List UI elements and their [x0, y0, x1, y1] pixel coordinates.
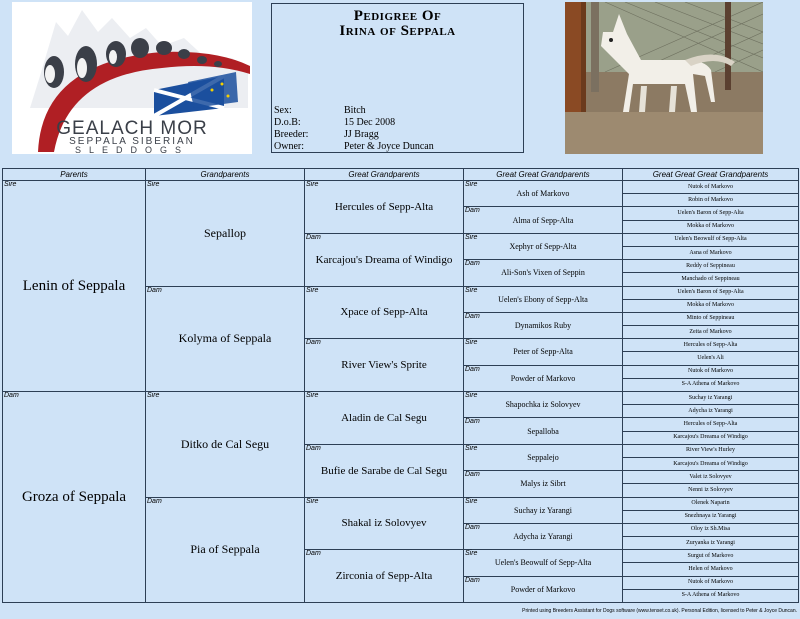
sire-label: Sire [465, 550, 478, 558]
dog-name: Karcajou's Dreama of Windigo [673, 460, 748, 467]
dam-label: Dam [465, 576, 480, 584]
great-great-great-grandparent-cell [623, 339, 799, 352]
great-great-great-grandparent-cell [623, 181, 799, 194]
grandparent-cell [146, 286, 305, 392]
col-header-grandparents: Grandparents [146, 169, 305, 181]
dog-name: S-A Athena of Markovo [681, 592, 740, 599]
pedigree-table [2, 168, 799, 603]
great-grandparent-cell [305, 392, 464, 445]
dam-label: Dam [306, 444, 321, 452]
great-great-grandparent-cell [464, 444, 623, 470]
dog-name: Sepallop [204, 225, 246, 240]
great-grandparent-cell [305, 339, 464, 392]
dog-name: Adycha iz Yarangi [513, 532, 573, 542]
dog-name: Hercules of Sepp-Alta [683, 341, 738, 348]
dog-name: Zirconia of Sepp-Alta [335, 570, 433, 583]
detail-dob: D.o.B: 15 Dec 2008 [274, 117, 396, 128]
great-great-grandparent-cell [464, 550, 623, 576]
pedigree-title: Pedigree Of Irina of Seppala [339, 8, 456, 39]
great-great-grandparent-cell [464, 207, 623, 233]
dog-name: Helen of Markovo [688, 566, 733, 573]
dog-name: Karcajou's Dreama of Windigo [315, 253, 453, 266]
dog-name: Ash of Markovo [516, 189, 570, 199]
great-great-great-grandparent-cell [623, 392, 799, 405]
great-great-great-grandparent-cell [623, 220, 799, 233]
dog-name: Nenni iz Solovyev [688, 486, 733, 493]
dam-label: Dam [465, 260, 480, 268]
great-great-great-grandparent-cell [623, 418, 799, 431]
great-great-great-grandparent-cell [623, 273, 799, 286]
great-great-great-grandparent-cell [623, 405, 799, 418]
great-great-great-grandparent-cell [623, 537, 799, 550]
dog-name: Nutok of Markovo [688, 368, 733, 375]
great-great-grandparent-cell [464, 286, 623, 312]
sire-label: Sire [306, 392, 319, 399]
detail-breeder: Breeder: JJ Bragg [274, 129, 379, 140]
sire-label: Sire [147, 181, 160, 188]
dog-name: Uelen's Baron of Sepp-Alta [677, 209, 744, 216]
great-great-great-grandparent-cell [623, 471, 799, 484]
great-great-great-grandparent-cell [623, 312, 799, 325]
dog-name: Asna of Markovo [689, 249, 732, 256]
great-great-great-grandparent-cell [623, 576, 799, 589]
dog-name: Manchado of Seppineau [681, 275, 740, 282]
dog-photo-illustration [565, 2, 763, 154]
dog-name: Nutok of Markovo [688, 183, 733, 190]
dog-name: Hercules of Sepp-Alta [683, 420, 738, 427]
great-great-great-grandparent-cell [623, 233, 799, 246]
great-great-great-grandparent-cell [623, 457, 799, 470]
great-great-great-grandparent-cell [623, 286, 799, 299]
sire-label: Sire [465, 233, 478, 241]
col-header-great-great-grandparents: Great Great Grandparents [464, 169, 623, 181]
sire-label: Sire [306, 497, 319, 505]
dog-name: Snezhnaya iz Yarangi [684, 513, 737, 520]
great-great-great-grandparent-cell [623, 589, 799, 602]
logo-subtitle: SEPPALA SIBERIAN [69, 136, 195, 147]
dog-name: Surgut of Markovo [687, 552, 734, 559]
dog-photo [565, 2, 763, 154]
dam-label: Dam [4, 392, 19, 399]
sire-label: Sire [465, 339, 478, 347]
great-great-grandparent-cell [464, 523, 623, 549]
dam-label: Dam [147, 286, 162, 294]
great-great-grandparent-cell [464, 312, 623, 338]
col-header-great-grandparents: Great Grandparents [305, 169, 464, 181]
sire-label: Sire [465, 181, 478, 188]
dog-name: River View's Hurley [686, 447, 735, 454]
dog-name: Alma of Sepp-Alta [512, 215, 574, 225]
great-great-grandparent-cell [464, 471, 623, 497]
dog-name: S-A Athena of Markovo [681, 381, 740, 388]
sire-label: Sire [465, 444, 478, 452]
dam-label: Dam [465, 207, 480, 215]
great-great-great-grandparent-cell [623, 563, 799, 576]
great-great-great-grandparent-cell [623, 365, 799, 378]
dog-name: Uelen's Beowulf of Sepp-Alta [674, 236, 747, 243]
pedigree-row [3, 392, 799, 405]
great-great-great-grandparent-cell [623, 484, 799, 497]
dog-name: Bufie de Sarabe de Cal Segu [320, 464, 448, 477]
dam-label: Dam [147, 497, 162, 505]
great-great-grandparent-cell [464, 392, 623, 418]
pedigree-info-box [271, 3, 524, 153]
dog-name: Mokka of Markovo [687, 302, 734, 309]
dog-name: Minto of Seppineau [686, 315, 735, 322]
logo-tagline: SLEDDOGS [74, 145, 189, 154]
dog-name: Sepalloba [527, 426, 559, 436]
dog-name: Dynamikos Ruby [514, 321, 572, 331]
dog-name: Uelen's Ali [697, 355, 724, 362]
dam-label: Dam [465, 523, 480, 531]
dam-label: Dam [306, 550, 321, 558]
dog-name: Xpace of Sepp-Alta [340, 306, 428, 319]
dog-name: Hercules of Sepp-Alta [334, 200, 434, 213]
great-grandparent-cell [305, 233, 464, 286]
great-grandparent-cell [305, 286, 464, 339]
great-great-great-grandparent-cell [623, 497, 799, 510]
col-header-great-great-great-grandparents: Great Great Great Grandparents [623, 169, 799, 181]
great-grandparent-cell [305, 497, 464, 550]
great-great-great-grandparent-cell [623, 207, 799, 220]
dog-name: Kolyma of Seppala [178, 331, 272, 346]
great-grandparent-cell [305, 181, 464, 234]
dog-name: Zuryanka iz Yarangi [686, 539, 735, 546]
great-grandparent-cell [305, 444, 464, 497]
great-great-great-grandparent-cell [623, 431, 799, 444]
dam-label: Dam [465, 471, 480, 479]
sire-label: Sire [4, 181, 17, 188]
sire-label: Sire [306, 286, 319, 294]
great-grandparent-cell [305, 550, 464, 603]
sire-label: Sire [147, 392, 160, 399]
dog-name: Malys iz Sibrt [520, 479, 566, 489]
dog-name: Oloy iz Sh.Misa [690, 526, 731, 533]
sire-label: Sire [306, 181, 319, 188]
dog-name: Uelen's Baron of Sepp-Alta [677, 289, 744, 296]
great-great-great-grandparent-cell [623, 194, 799, 207]
great-great-great-grandparent-cell [623, 326, 799, 339]
great-great-great-grandparent-cell [623, 299, 799, 312]
dog-name: Olenek Naparin [691, 500, 730, 507]
dog-name: Shakal iz Solovyev [341, 517, 427, 530]
pedigree-row [3, 181, 799, 194]
great-great-grandparent-cell [464, 339, 623, 365]
great-great-great-grandparent-cell [623, 352, 799, 365]
great-great-great-grandparent-cell [623, 444, 799, 457]
great-great-grandparent-cell [464, 181, 623, 207]
sire-label: Sire [465, 286, 478, 294]
sire-label: Sire [465, 497, 478, 505]
dog-name: Groza of Seppala [21, 488, 127, 505]
dog-name: Peter of Sepp-Alta [513, 347, 573, 357]
great-great-grandparent-cell [464, 260, 623, 286]
great-great-great-grandparent-cell [623, 378, 799, 391]
dam-label: Dam [306, 339, 321, 347]
grandparent-cell [146, 497, 305, 603]
kennel-logo [12, 2, 252, 154]
logo-title: GEALACH MOR [56, 118, 208, 139]
dog-name: Nutok of Markovo [688, 579, 733, 586]
sire-label: Sire [465, 392, 478, 399]
great-great-grandparent-cell [464, 497, 623, 523]
dog-name: Xephyr of Sepp-Alta [509, 241, 577, 251]
dam-label: Dam [465, 418, 480, 426]
dog-details [274, 105, 434, 153]
dog-name: Lenin of Seppala [22, 277, 126, 294]
great-great-grandparent-cell [464, 365, 623, 391]
parent-cell [3, 181, 146, 392]
dog-name: Uelen's Ebony of Sepp-Alta [498, 294, 588, 304]
dog-name: Reddy of Seppineau [686, 262, 735, 269]
dog-name: Seppalejo [527, 452, 559, 462]
dog-name: Mokka of Markovo [687, 223, 734, 230]
dog-name: Aladin de Cal Segu [341, 411, 427, 424]
detail-owner: Owner: Peter & Joyce Duncan [274, 141, 434, 152]
dog-name: Robin of Markovo [688, 196, 733, 203]
col-header-parents: Parents [3, 169, 146, 181]
dog-name: Ditko de Cal Segu [180, 436, 270, 451]
great-great-great-grandparent-cell [623, 550, 799, 563]
dog-name: Valet iz Solovyev [689, 473, 732, 480]
print-footer: Printed using Breeders Assistant for Dogs software (www.tenset.co.uk). Personal Edition, licensed to Peter & Joyce Duncan. [522, 608, 797, 614]
great-great-great-grandparent-cell [623, 260, 799, 273]
dog-name: Suchay iz Yarangi [688, 394, 733, 401]
dog-name: Shapochka iz Solovyev [505, 400, 581, 410]
great-great-grandparent-cell [464, 418, 623, 444]
dog-name: Uelen's Beowulf of Sepp-Alta [494, 558, 592, 568]
grandparent-cell [146, 392, 305, 498]
great-great-great-grandparent-cell [623, 510, 799, 523]
great-great-great-grandparent-cell [623, 523, 799, 536]
dam-label: Dam [465, 312, 480, 320]
dam-label: Dam [306, 233, 321, 241]
dog-name: River View's Sprite [341, 359, 427, 372]
parent-cell [3, 392, 146, 603]
dog-name: Zeita of Markovo [689, 328, 732, 335]
great-great-great-grandparent-cell [623, 246, 799, 259]
grandparent-cell [146, 181, 305, 287]
dog-name: Karcajou's Dreama of Windigo [673, 434, 748, 441]
dog-name: Suchay iz Yarangi [514, 505, 572, 515]
dog-name: Adycha iz Yarangi [688, 407, 733, 414]
dam-label: Dam [465, 365, 480, 373]
great-great-grandparent-cell [464, 576, 623, 602]
detail-sex: Sex: Bitch [274, 105, 366, 116]
dog-name: Pia of Seppala [190, 542, 260, 557]
great-great-grandparent-cell [464, 233, 623, 259]
dog-name: Powder of Markovo [510, 373, 576, 383]
dog-name: Powder of Markovo [510, 584, 576, 594]
dog-name: Ali-Son's Vixen of Seppin [501, 268, 585, 278]
